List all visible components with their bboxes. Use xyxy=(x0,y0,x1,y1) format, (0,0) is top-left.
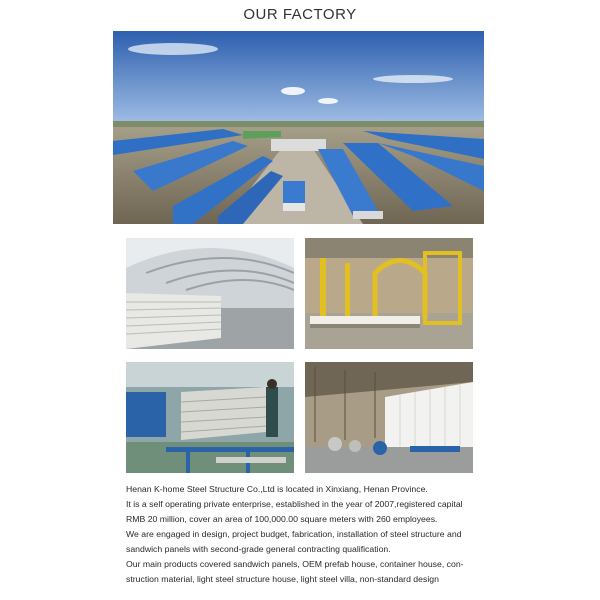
panel-production-line-photo xyxy=(126,362,294,473)
aerial-factory-photo xyxy=(113,31,484,224)
description-line: sandwich panels with second-grade general contracting qualification. xyxy=(126,544,391,554)
panel-warehouse-photo xyxy=(126,238,294,349)
description-line: We are engaged in design, project budget, fabrication, installation of steel structure and xyxy=(126,529,462,539)
steel-coil-workshop-photo xyxy=(305,362,473,473)
page-title: OUR FACTORY xyxy=(243,6,357,23)
company-description xyxy=(126,482,486,587)
description-line: struction material, light steel structure house, light steel villa, non-standard design xyxy=(126,574,439,584)
panel-machine-photo xyxy=(305,238,473,349)
description-line: Henan K-home Steel Structure Co.,Ltd is located in Xinxiang, Henan Province. xyxy=(126,484,428,494)
description-line: It is a self operating private enterprise, established in the year of 2007,registered capital xyxy=(126,499,463,509)
description-line: RMB 20 million, cover an area of 100,000.00 square meters with 260 employees. xyxy=(126,514,438,524)
description-line: Our main products covered sandwich panels, OEM prefab house, container house, con- xyxy=(126,559,464,569)
